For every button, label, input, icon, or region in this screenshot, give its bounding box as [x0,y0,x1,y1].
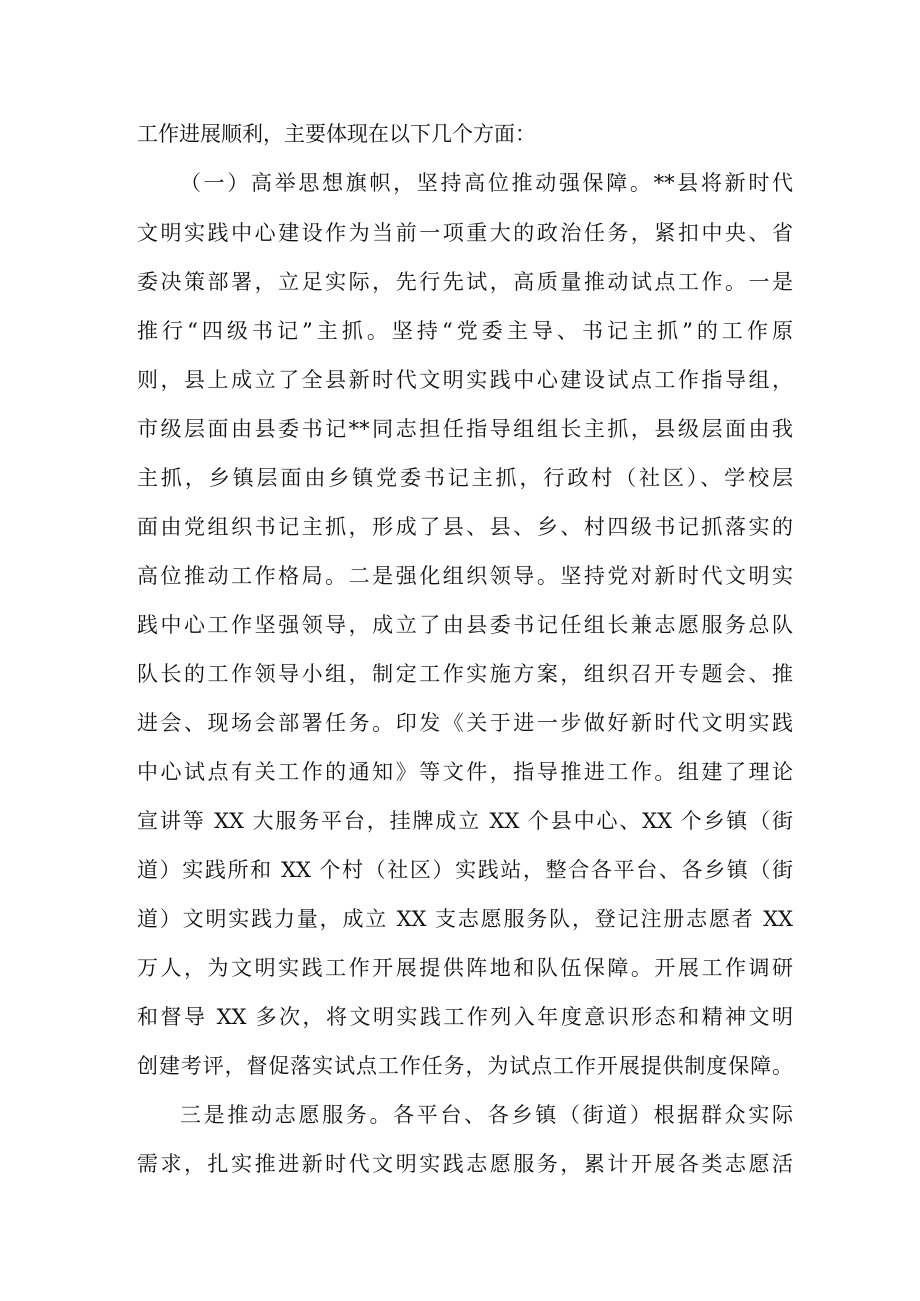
text-line: 高位推动工作格局。二是强化组织领导。坚持党对新时代文明实 [137,564,793,588]
text-line: 推行“四级书记”主抓。坚持“党委主导、书记主抓”的工作原 [137,319,793,343]
text-line: 万人，为文明实践工作开展提供阵地和队伍保障。开展工作调研 [137,956,793,980]
text-line: 面由党组织书记主抓，形成了县、县、乡、村四级书记抓落实的 [137,515,793,539]
text-line: 中心试点有关工作的通知》等文件，指导推进工作。组建了理论 [137,760,793,784]
text-line: 宣讲等 XX 大服务平台，挂牌成立 XX 个县中心、XX 个乡镇（街 [137,809,793,833]
text-line: 文明实践中心建设作为当前一项重大的政治任务，紧扣中央、省 [137,221,793,245]
text-line: 进会、现场会部署任务。印发《关于进一步做好新时代文明实践 [137,711,793,735]
text-line: 工作进展顺利，主要体现在以下几个方面： [137,122,536,146]
text-line: 道）文明实践力量，成立 XX 支志愿服务队，登记注册志愿者 XX [137,907,793,931]
text-line: 道）实践所和 XX 个村（社区）实践站，整合各平台、各乡镇（街 [137,858,793,882]
text-line: 和督导 XX 多次，将文明实践工作列入年度意识形态和精神文明 [137,1005,793,1029]
text-line: 践中心工作坚强领导，成立了由县委书记任组长兼志愿服务总队 [137,613,793,637]
text-line: 创建考评，督促落实试点工作任务，为试点工作开展提供制度保障。 [137,1054,793,1078]
text-line: 需求，扎实推进新时代文明实践志愿服务，累计开展各类志愿活 [137,1152,793,1176]
text-line: 三是推动志愿服务。各平台、各乡镇（街道）根据群众实际 [180,1103,793,1127]
text-line: 队长的工作领导小组，制定工作实施方案，组织召开专题会、推 [137,662,793,686]
text-line: 则，县上成立了全县新时代文明实践中心建设试点工作指导组， [137,368,793,392]
text-line: 主抓，乡镇层面由乡镇党委书记主抓，行政村（社区）、学校层 [137,466,793,490]
text-line: 委决策部署，立足实际，先行先试，高质量推动试点工作。一是 [137,270,793,294]
text-line: （一）高举思想旗帜，坚持高位推动强保障。**县将新时代 [180,171,793,195]
text-line: 市级层面由县委书记**同志担任指导组组长主抓，县级层面由我 [137,417,793,441]
